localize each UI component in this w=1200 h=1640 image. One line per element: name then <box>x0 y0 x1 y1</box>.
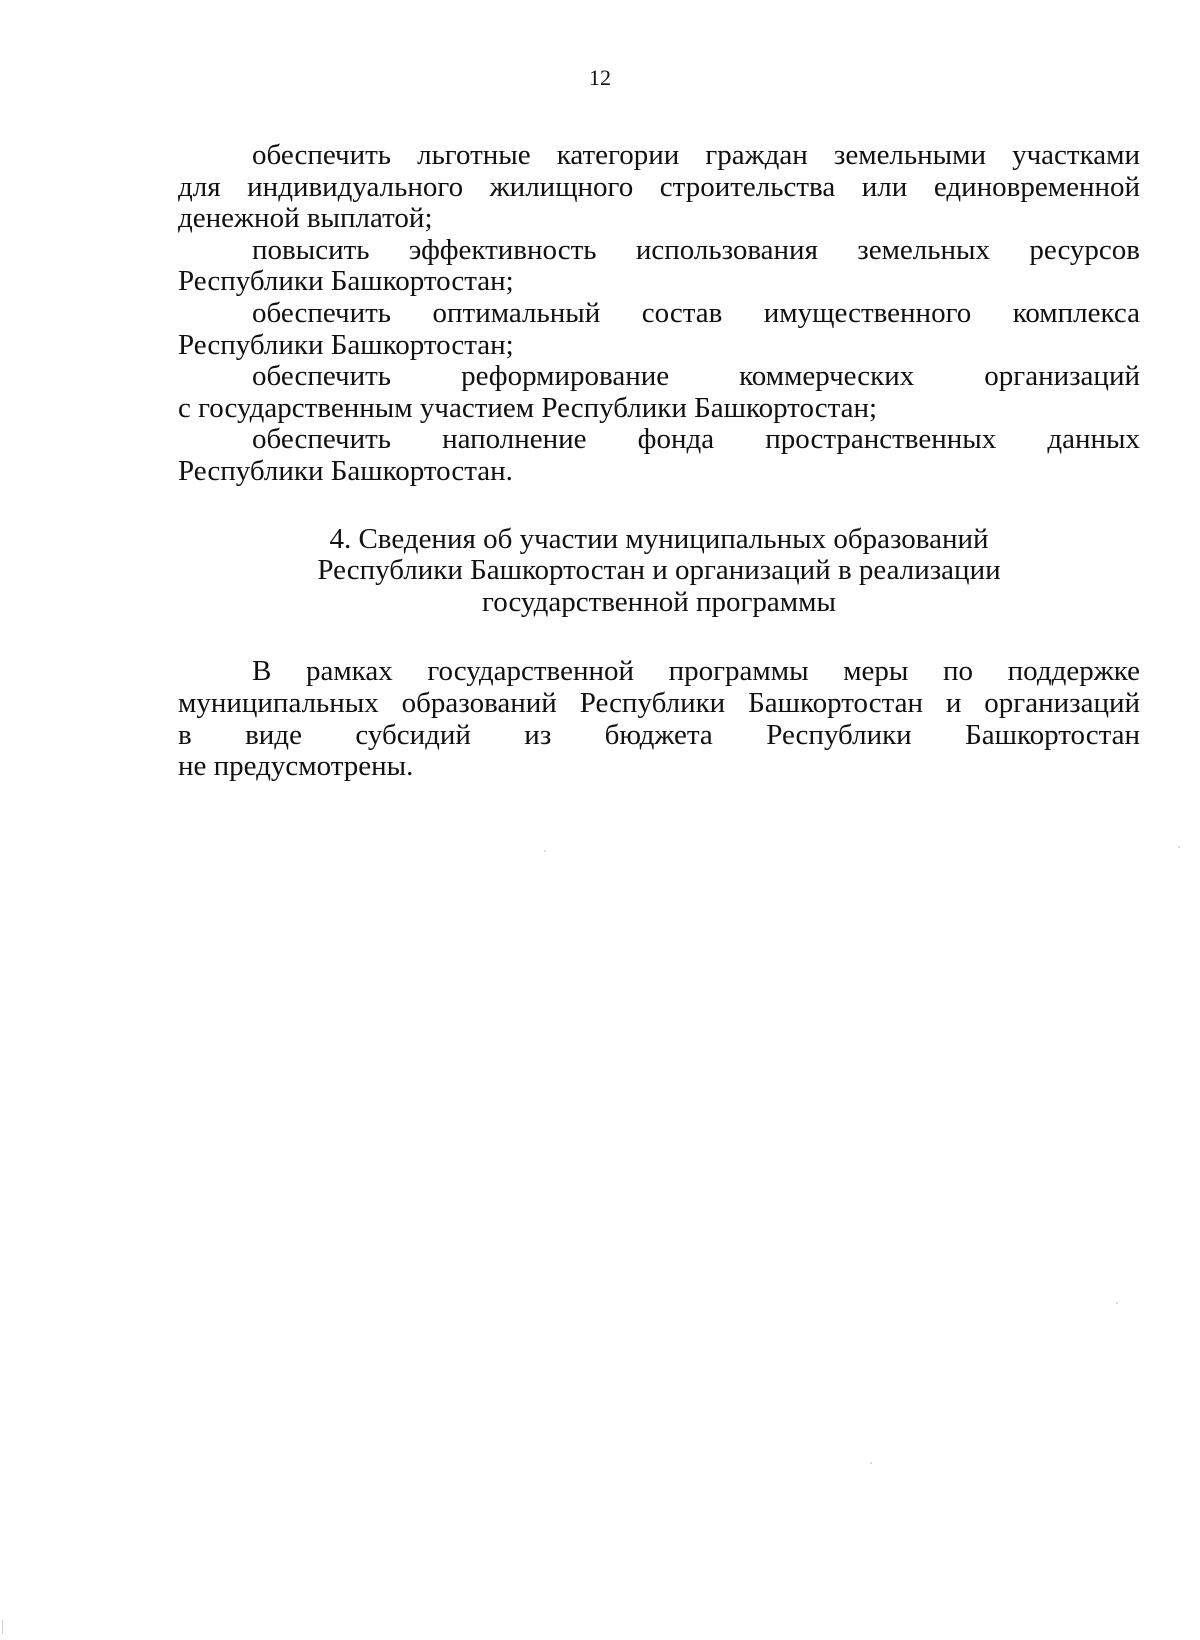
text-line: обеспечить наполнение фонда пространственных данных <box>252 423 1140 456</box>
scan-speck <box>544 850 546 852</box>
paragraph-property-complex <box>178 298 1140 361</box>
scan-speck <box>1116 1302 1118 1304</box>
document-body <box>178 140 1140 783</box>
paragraph-reform <box>178 361 1140 424</box>
text-line: для индивидуального жилищного строительства или единовременной <box>178 170 1140 203</box>
paragraph-land-plots <box>178 140 1140 235</box>
text-line: обеспечить оптимальный состав имущественного комплекса <box>252 296 1140 329</box>
heading-line: 4. Сведения об участии муниципальных образований <box>329 522 989 555</box>
text-line: В рамках государственной программы меры по поддержке <box>252 655 1140 688</box>
heading-line: Республики Башкортостан и организаций в реализации <box>317 554 1001 587</box>
text-line: Республики Башкортостан. <box>178 454 513 487</box>
page-number: 12 <box>589 65 611 90</box>
text-line: денежной выплатой; <box>178 202 433 235</box>
text-line: обеспечить льготные категории граждан земельными участками <box>252 139 1140 171</box>
text-line: не предусмотрены. <box>178 750 414 783</box>
paragraph-subsidies <box>178 656 1140 782</box>
text-line: повысить эффективность использования земельных ресурсов <box>252 233 1140 266</box>
text-line: муниципальных образований Республики Башкортостан и организаций <box>178 686 1140 719</box>
heading-line: государственной программы <box>482 585 836 618</box>
scan-speck <box>870 1462 872 1464</box>
text-line: в виде субсидий из бюджета Республики Башкортостан <box>178 718 1140 751</box>
text-line: Республики Башкортостан; <box>178 328 514 361</box>
scan-speck <box>1178 846 1180 848</box>
paragraph-spatial-data <box>178 424 1140 487</box>
text-line: обеспечить реформирование коммерческих организаций <box>252 360 1140 393</box>
paragraph-land-resources <box>178 235 1140 298</box>
section-heading <box>178 524 1140 619</box>
scan-speck <box>2 1620 3 1634</box>
text-line: Республики Башкортостан; <box>178 265 514 298</box>
text-line: с государственным участием Республики Башкортостан; <box>178 391 878 424</box>
